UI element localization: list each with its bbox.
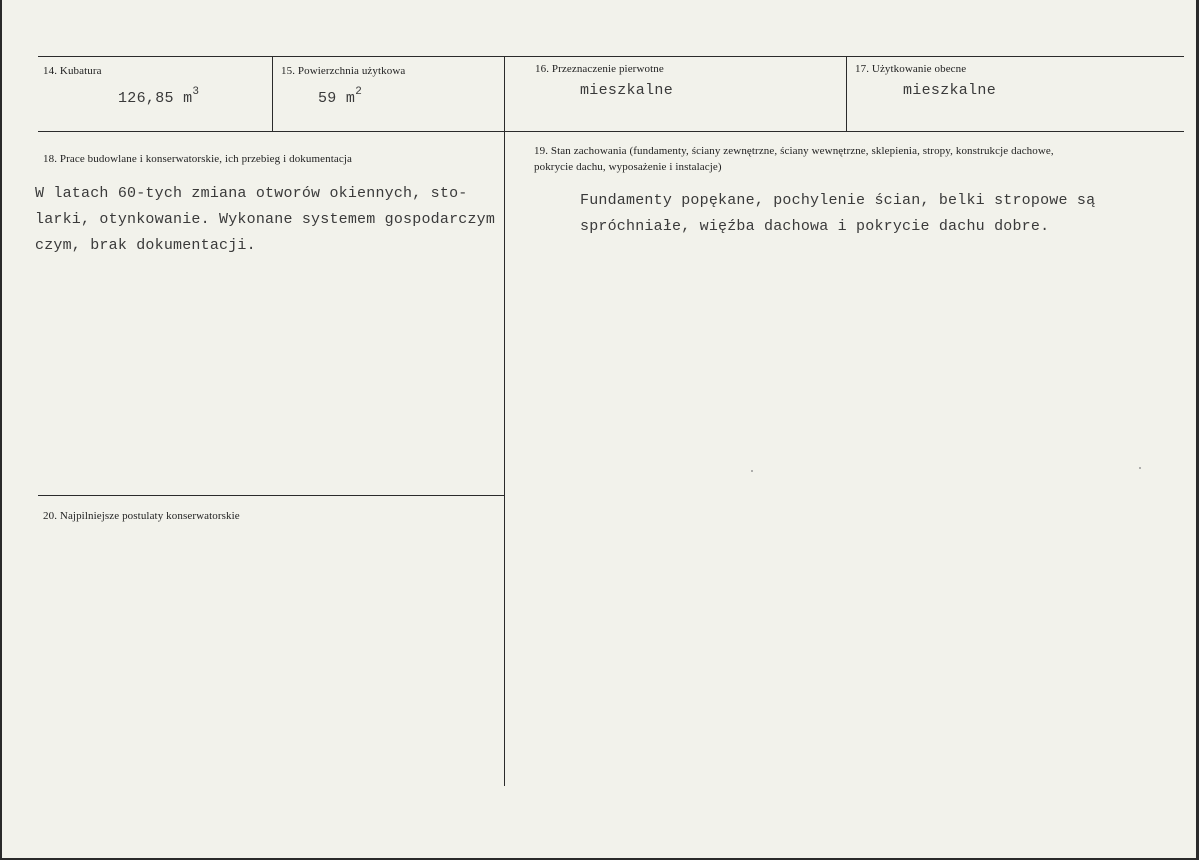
field-20-label: 20. Najpilniejsze postulaty konserwatorskie: [43, 510, 240, 522]
field-17-value: mieszkalne: [903, 82, 997, 99]
divider-14-15: [272, 56, 273, 131]
field-18-label: 18. Prace budowlane i konserwatorskie, ich przebieg i dokumentacja: [43, 153, 352, 165]
field-14-value: [118, 86, 199, 107]
field-15-number: 59 m: [318, 90, 356, 107]
divider-16-17: [846, 56, 847, 131]
field-18-line-1: W latach 60-tych zmiana otworów okiennych, sto-: [35, 185, 468, 202]
field-15-unit-sup: 2: [355, 86, 363, 98]
rule-field20: [38, 495, 504, 496]
field-19-label: 19. Stan zachowania (fundamenty, ściany zewnętrzne, ściany wewnętrzne, sklepienia, stropy, konstrukcje dachowe, pokrycie dachu, wyposażenie i instalacje): [534, 145, 1054, 173]
field-18-line-2: larki, otynkowanie. Wykonane systemem gospodarczym: [35, 211, 496, 228]
field-17-label: 17. Użytkowanie obecne: [855, 63, 967, 75]
field-15-value: [318, 86, 362, 107]
field-16-label: 16. Przeznaczenie pierwotne: [535, 63, 664, 75]
divider-15-16: [504, 56, 505, 786]
field-19-line-1: Fundamenty popękane, pochylenie ścian, belki stropowe są: [580, 192, 1096, 209]
field-14-number: 126,85 m: [118, 90, 193, 107]
field-18-line-3: czym, brak dokumentacji.: [35, 237, 256, 254]
field-14-label: 14. Kubatura: [43, 65, 102, 77]
rule-row1: [38, 131, 1184, 132]
paper-speck: [1139, 467, 1141, 469]
field-19-text: [580, 188, 1095, 240]
paper-speck: [751, 470, 753, 472]
field-18-text: [35, 181, 495, 259]
field-19-line-2: spróchniałe, więźba dachowa i pokrycie dachu dobre.: [580, 218, 1050, 235]
field-15-label: 15. Powierzchnia użytkowa: [281, 65, 406, 77]
rule-top: [38, 56, 1184, 57]
field-16-value: mieszkalne: [580, 82, 674, 99]
field-14-unit-sup: 3: [192, 86, 200, 98]
